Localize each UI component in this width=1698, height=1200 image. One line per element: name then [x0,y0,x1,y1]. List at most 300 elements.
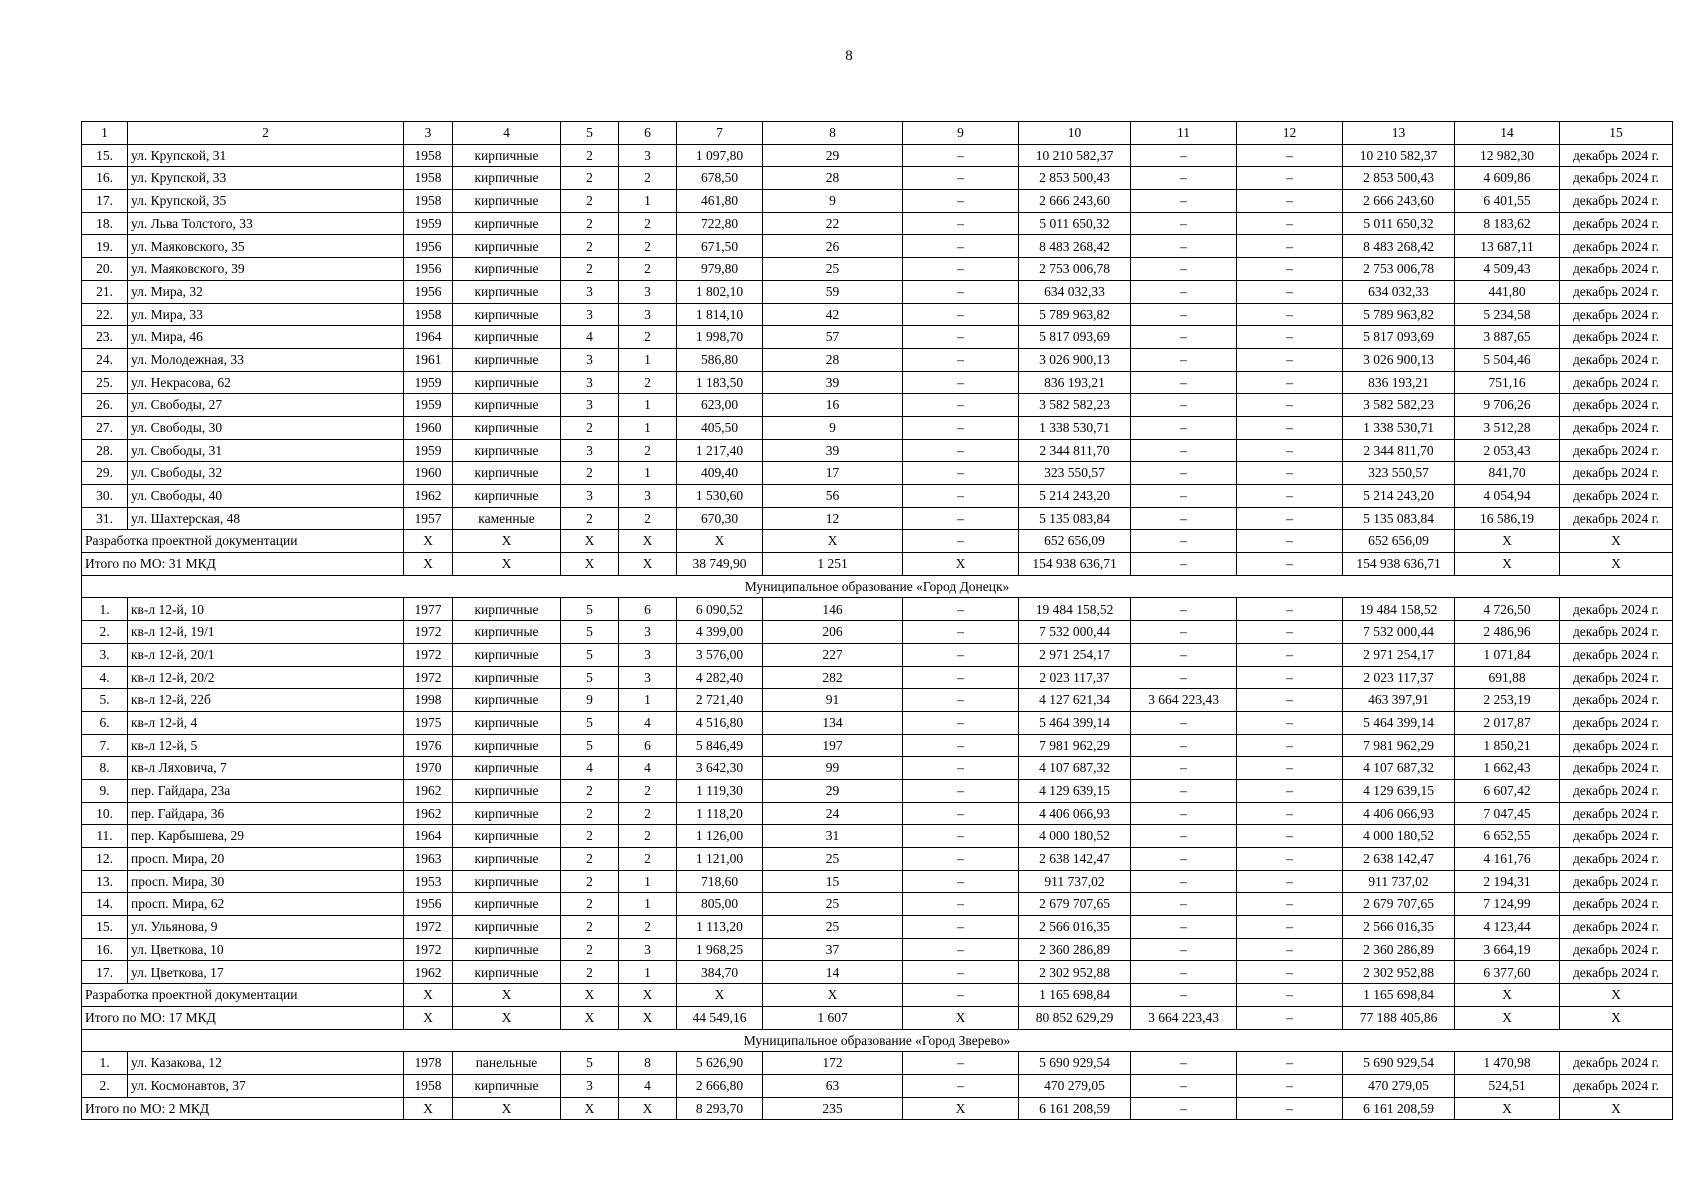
table-cell: декабрь 2024 г. [1560,689,1673,712]
table-cell: 2 344 811,70 [1343,439,1455,462]
table-cell: 7 981 962,29 [1019,734,1131,757]
table-cell: 1 126,00 [677,825,763,848]
table-cell: – [1131,348,1237,371]
table-cell: 805,00 [677,893,763,916]
table-cell: – [1237,621,1343,644]
table-cell: 1962 [404,802,453,825]
table-cell: 16. [82,938,128,961]
table-cell: – [1131,190,1237,213]
table-cell: 1. [82,598,128,621]
table-cell: X [619,553,677,576]
table-cell: 3 [561,439,619,462]
table-cell: – [1131,666,1237,689]
table-row [82,848,1673,871]
table-cell: 1972 [404,621,453,644]
table-cell: 1. [82,1052,128,1075]
table-cell: – [1131,621,1237,644]
table-cell: ул. Шахтерская, 48 [128,507,404,530]
housing-table [81,121,1673,1120]
table-cell: 5 [561,598,619,621]
table-cell: 1962 [404,485,453,508]
table-cell: ул. Мира, 46 [128,326,404,349]
table-cell: – [1237,1006,1343,1029]
table-cell: кирпичные [453,235,561,258]
table-cell: 2 566 016,35 [1019,916,1131,939]
table-cell: декабрь 2024 г. [1560,485,1673,508]
table-cell: кирпичные [453,1074,561,1097]
table-cell: X [619,1097,677,1120]
table-cell: – [1237,394,1343,417]
table-cell: 4 726,50 [1455,598,1560,621]
table-cell: – [1131,439,1237,462]
table-cell: просп. Мира, 20 [128,848,404,871]
table-cell: кв-л 12-й, 5 [128,734,404,757]
table-cell: 2 753 006,78 [1343,258,1455,281]
table-cell: – [1131,893,1237,916]
table-cell: 722,80 [677,212,763,235]
table-cell: пер. Карбышева, 29 [128,825,404,848]
table-cell: декабрь 2024 г. [1560,190,1673,213]
table-cell: 8 183,62 [1455,212,1560,235]
table-cell: X [1560,1006,1673,1029]
table-cell: кирпичные [453,779,561,802]
summary-row [82,1097,1673,1120]
table-cell: 461,80 [677,190,763,213]
table-cell: 4 516,80 [677,711,763,734]
table-cell: 26. [82,394,128,417]
table-cell: 3 [561,371,619,394]
table-cell: X [453,1097,561,1120]
table-cell: декабрь 2024 г. [1560,870,1673,893]
table-row [82,258,1673,281]
table-cell: – [1131,779,1237,802]
table-cell: 25 [763,848,903,871]
table-cell: 2 [561,779,619,802]
table-cell: 4 054,94 [1455,485,1560,508]
table-cell: 1964 [404,825,453,848]
table-cell: 2 [561,825,619,848]
header-cell: 15 [1560,122,1673,145]
table-cell: 4 107 687,32 [1019,757,1131,780]
table-cell: – [903,598,1019,621]
table-cell: 3 [561,394,619,417]
table-cell: 1958 [404,190,453,213]
table-cell: 1 [619,416,677,439]
summary-label: Разработка проектной документации [82,530,404,553]
table-cell: X [561,984,619,1007]
table-cell: 2 486,96 [1455,621,1560,644]
table-cell: 6 090,52 [677,598,763,621]
table-cell: 5 [561,621,619,644]
header-cell: 5 [561,122,619,145]
table-cell: 3 664,19 [1455,938,1560,961]
table-cell: 5 817 093,69 [1343,326,1455,349]
table-cell: – [903,1052,1019,1075]
table-cell: 1 165 698,84 [1019,984,1131,1007]
table-cell: – [1237,961,1343,984]
table-cell: 27. [82,416,128,439]
table-cell: кирпичные [453,485,561,508]
header-cell: 13 [1343,122,1455,145]
table-cell: 2 [619,371,677,394]
table-cell: 2 [561,416,619,439]
table-cell: 2 017,87 [1455,711,1560,734]
table-cell: 4 161,76 [1455,848,1560,871]
table-cell: – [1131,303,1237,326]
table-row [82,303,1673,326]
table-cell: 24 [763,802,903,825]
table-cell: 6. [82,711,128,734]
table-cell: 4 406 066,93 [1343,802,1455,825]
table-cell: 2 [561,462,619,485]
table-cell: X [1560,553,1673,576]
summary-label: Итого по МО: 17 МКД [82,1006,404,1029]
table-cell: 4 [561,757,619,780]
table-cell: 5 011 650,32 [1343,212,1455,235]
table-cell: – [1237,643,1343,666]
table-cell: 2 [619,258,677,281]
table-cell: кирпичные [453,961,561,984]
table-cell: – [903,303,1019,326]
table-cell: пер. Гайдара, 36 [128,802,404,825]
table-cell: кирпичные [453,757,561,780]
table-row [82,144,1673,167]
table-cell: 146 [763,598,903,621]
table-cell: ул. Крупской, 33 [128,167,404,190]
summary-label: Разработка проектной документации [82,984,404,1007]
table-cell: X [677,530,763,553]
table-cell: ул. Космонавтов, 37 [128,1074,404,1097]
table-cell: 6 652,55 [1455,825,1560,848]
table-cell: 1972 [404,938,453,961]
table-cell: X [453,1006,561,1029]
table-cell: 9 [763,190,903,213]
table-cell: 39 [763,439,903,462]
table-cell: декабрь 2024 г. [1560,621,1673,644]
table-cell: 1958 [404,167,453,190]
table-cell: 3 [561,303,619,326]
table-cell: ул. Маяковского, 35 [128,235,404,258]
table-cell: 323 550,57 [1343,462,1455,485]
table-cell: – [1131,530,1237,553]
table-cell: 470 279,05 [1019,1074,1131,1097]
header-cell: 9 [903,122,1019,145]
table-cell: 652 656,09 [1019,530,1131,553]
table-cell: кв-л 12-й, 4 [128,711,404,734]
table-cell: 1 [619,190,677,213]
table-cell: 23. [82,326,128,349]
table-cell: кв-л 12-й, 10 [128,598,404,621]
table-cell: 524,51 [1455,1074,1560,1097]
table-cell: 3 [619,280,677,303]
table-cell: 2 [619,507,677,530]
table-cell: 17 [763,462,903,485]
table-cell: 2 023 117,37 [1343,666,1455,689]
table-cell: – [1131,1052,1237,1075]
table-cell: 134 [763,711,903,734]
table-cell: 1972 [404,666,453,689]
table-cell: 77 188 405,86 [1343,1006,1455,1029]
table-cell: 5 504,46 [1455,348,1560,371]
table-cell: кв-л Ляховича, 7 [128,757,404,780]
table-cell: декабрь 2024 г. [1560,507,1673,530]
summary-row [82,553,1673,576]
table-cell: 2 [561,938,619,961]
table-cell: 5 [561,643,619,666]
table-cell: – [903,507,1019,530]
table-cell: 1 802,10 [677,280,763,303]
table-cell: кирпичные [453,666,561,689]
table-cell: – [1131,802,1237,825]
table-row [82,802,1673,825]
table-cell: 5 135 083,84 [1019,507,1131,530]
table-cell: 1960 [404,416,453,439]
table-cell: 29. [82,462,128,485]
table-cell: – [1237,1052,1343,1075]
table-cell: 1 119,30 [677,779,763,802]
table-cell: 911 737,02 [1019,870,1131,893]
table-cell: 1975 [404,711,453,734]
table-cell: 3 [619,666,677,689]
table-cell: 2 023 117,37 [1019,666,1131,689]
table-cell: 26 [763,235,903,258]
table-cell: 25 [763,893,903,916]
table-cell: – [1131,235,1237,258]
table-cell: 2 344 811,70 [1019,439,1131,462]
table-cell: X [404,1006,453,1029]
table-cell: – [903,802,1019,825]
table-cell: – [1131,462,1237,485]
table-cell: 2 [619,439,677,462]
table-cell: X [763,530,903,553]
table-cell: кирпичные [453,303,561,326]
table-cell: декабрь 2024 г. [1560,1074,1673,1097]
table-cell: 2 302 952,88 [1019,961,1131,984]
table-container [81,121,1673,1120]
summary-row [82,984,1673,1007]
table-cell: 1956 [404,235,453,258]
table-cell: декабрь 2024 г. [1560,893,1673,916]
table-cell: 22 [763,212,903,235]
table-cell: 323 550,57 [1019,462,1131,485]
table-cell: 3. [82,643,128,666]
table-cell: 718,60 [677,870,763,893]
table-cell: 19. [82,235,128,258]
table-cell: 3 512,28 [1455,416,1560,439]
table-cell: ул. Свободы, 40 [128,485,404,508]
table-cell: 4 [619,757,677,780]
table-cell: – [903,235,1019,258]
table-cell: – [1131,938,1237,961]
table-cell: 1 530,60 [677,485,763,508]
table-cell: кирпичные [453,598,561,621]
table-cell: декабрь 2024 г. [1560,258,1673,281]
table-cell: 9 [561,689,619,712]
table-cell: – [1131,1097,1237,1120]
table-cell: – [903,190,1019,213]
table-cell: 2 [561,961,619,984]
table-cell: – [1131,507,1237,530]
table-cell: 1 998,70 [677,326,763,349]
table-cell: декабрь 2024 г. [1560,167,1673,190]
table-cell: – [1237,348,1343,371]
table-cell: 2 [561,870,619,893]
table-cell: – [1131,984,1237,1007]
header-cell: 4 [453,122,561,145]
table-cell: ул. Крупской, 31 [128,144,404,167]
header-cell: 3 [404,122,453,145]
table-cell: 1 968,25 [677,938,763,961]
table-cell: 3 [561,348,619,371]
table-cell: 4 [619,1074,677,1097]
table-cell: ул. Крупской, 35 [128,190,404,213]
table-cell: 4 [561,326,619,349]
table-cell: – [1237,144,1343,167]
table-cell: 2 [619,167,677,190]
table-cell: 2 [619,235,677,258]
table-cell: 12 982,30 [1455,144,1560,167]
table-cell: – [903,416,1019,439]
table-row [82,916,1673,939]
table-cell: X [763,984,903,1007]
table-cell: – [1237,1074,1343,1097]
table-cell: – [903,371,1019,394]
table-cell: – [903,825,1019,848]
table-cell: X [561,553,619,576]
table-cell: 1 [619,348,677,371]
table-row [82,621,1673,644]
table-cell: 2 [619,825,677,848]
table-cell: 1977 [404,598,453,621]
table-cell: 154 938 636,71 [1343,553,1455,576]
table-cell: 1960 [404,462,453,485]
table-cell: 5 817 093,69 [1019,326,1131,349]
table-cell: ул. Свободы, 32 [128,462,404,485]
header-cell: 1 [82,122,128,145]
table-cell: – [903,893,1019,916]
table-cell: 1 [619,462,677,485]
table-row [82,235,1673,258]
table-cell: 31 [763,825,903,848]
table-cell: 1959 [404,439,453,462]
table-cell: – [1131,326,1237,349]
table-cell: – [903,167,1019,190]
table-cell: 2 [561,167,619,190]
table-cell: декабрь 2024 г. [1560,825,1673,848]
table-cell: – [1131,825,1237,848]
table-cell: кирпичные [453,439,561,462]
table-cell: 2 853 500,43 [1343,167,1455,190]
table-cell: – [1131,757,1237,780]
table-cell: 2 [561,893,619,916]
table-cell: 623,00 [677,394,763,417]
table-cell: 6 161 208,59 [1019,1097,1131,1120]
table-cell: кирпичные [453,643,561,666]
table-cell: 8 483 268,42 [1343,235,1455,258]
table-cell: 2. [82,1074,128,1097]
table-cell: кирпичные [453,462,561,485]
table-cell: 30. [82,485,128,508]
table-cell: X [453,530,561,553]
header-cell: 14 [1455,122,1560,145]
table-cell: 1978 [404,1052,453,1075]
table-cell: 4 [619,711,677,734]
table-cell: 7 981 962,29 [1343,734,1455,757]
table-cell: кирпичные [453,802,561,825]
table-row [82,485,1673,508]
table-cell: 1958 [404,1074,453,1097]
table-cell: 1 113,20 [677,916,763,939]
section-row [82,575,1673,598]
table-cell: 4 406 066,93 [1019,802,1131,825]
table-cell: 2 360 286,89 [1019,938,1131,961]
table-cell: 282 [763,666,903,689]
table-cell: кирпичные [453,825,561,848]
table-cell: – [1237,371,1343,394]
table-cell: 1 [619,961,677,984]
table-cell: 1 [619,893,677,916]
table-cell: 17. [82,961,128,984]
table-row [82,507,1673,530]
table-cell: 3 [619,485,677,508]
table-cell: ул. Цветкова, 10 [128,938,404,961]
table-cell: 384,70 [677,961,763,984]
table-cell: 12 [763,507,903,530]
table-cell: 3 [561,280,619,303]
table-cell: – [1131,394,1237,417]
table-row [82,598,1673,621]
table-cell: 3 [619,303,677,326]
table-cell: – [903,961,1019,984]
table-cell: 652 656,09 [1343,530,1455,553]
table-cell: кирпичные [453,621,561,644]
table-cell: X [1455,530,1560,553]
table-cell: 841,70 [1455,462,1560,485]
table-cell: – [903,711,1019,734]
table-cell: – [903,462,1019,485]
table-cell: X [1455,553,1560,576]
table-cell: 1 [619,394,677,417]
table-cell: – [1237,598,1343,621]
header-cell: 10 [1019,122,1131,145]
section-heading: Муниципальное образование «Город Зверево» [82,1029,1673,1052]
table-cell: 2 [561,916,619,939]
table-cell: – [1237,485,1343,508]
table-cell: 2 679 707,65 [1019,893,1131,916]
table-cell: декабрь 2024 г. [1560,1052,1673,1075]
table-cell: 5 [561,1052,619,1075]
table-cell: – [1237,893,1343,916]
table-cell: – [903,938,1019,961]
table-cell: 463 397,91 [1343,689,1455,712]
table-cell: декабрь 2024 г. [1560,235,1673,258]
header-cell: 11 [1131,122,1237,145]
table-cell: декабрь 2024 г. [1560,326,1673,349]
table-cell: ул. Льва Толстого, 33 [128,212,404,235]
page-number: 8 [845,48,853,64]
table-cell: 5 135 083,84 [1343,507,1455,530]
table-cell: 1976 [404,734,453,757]
table-row [82,643,1673,666]
table-cell: 2 [619,212,677,235]
table-cell: 56 [763,485,903,508]
table-row [82,757,1673,780]
table-cell: кирпичные [453,212,561,235]
table-cell: 15. [82,144,128,167]
table-cell: 1 183,50 [677,371,763,394]
table-cell: – [1237,553,1343,576]
table-cell: 1972 [404,916,453,939]
